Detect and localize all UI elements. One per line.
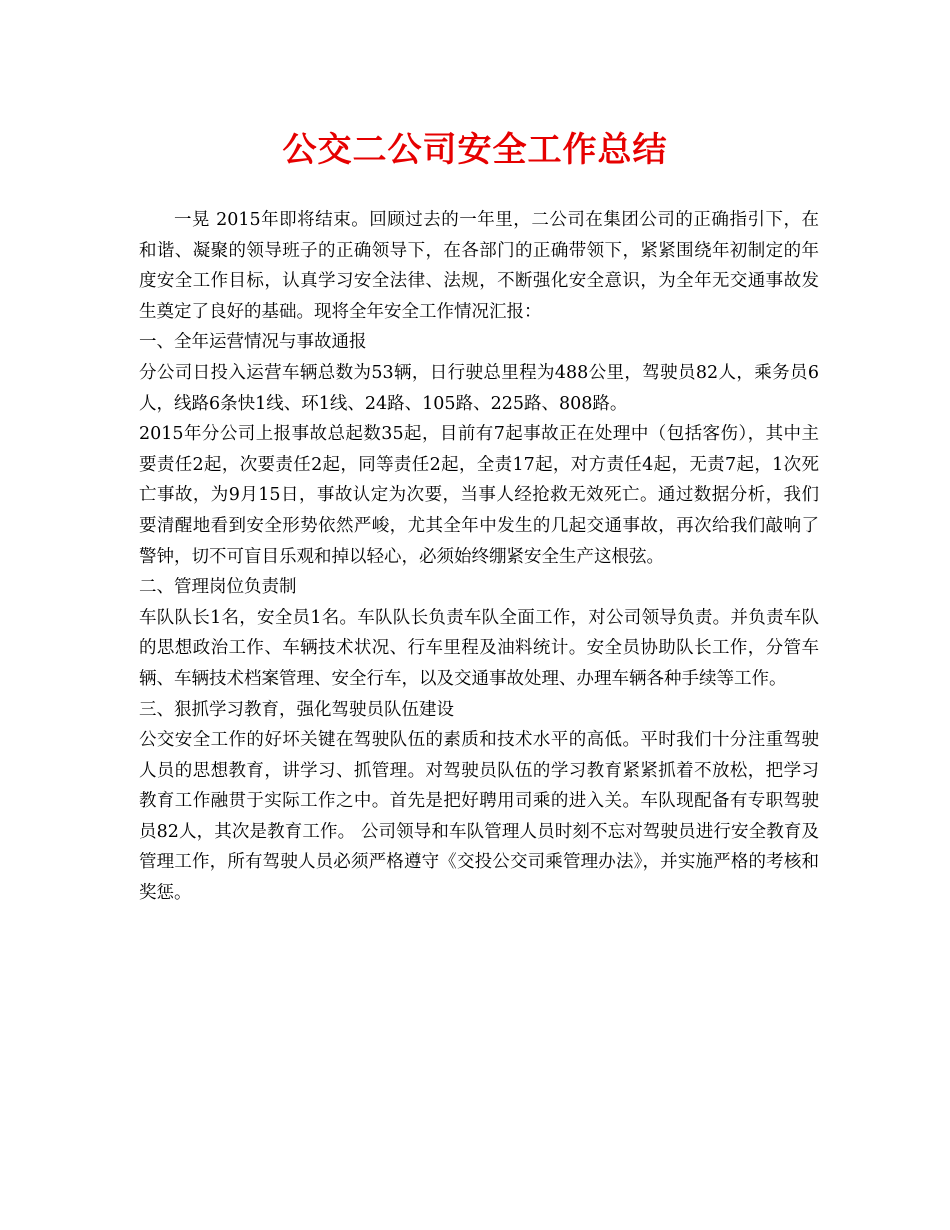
section-heading-operations: 一、全年运营情况与事故通报 [139, 332, 367, 353]
section-heading-management: 二、管理岗位负责制 [139, 577, 297, 598]
document-body [139, 205, 819, 909]
intro-paragraph: 一晃 2015年即将结束。回顾过去的一年里，二公司在集团公司的正确指引下，在和谐、凝聚的领导班子的正确领导下，在各部门的正确带领下，紧紧围绕年初制定的年度安全工作目标，认真学习安全法律、法规，不断强化安全意识，为全年无交通事故发生奠定了良好的基础。现将全年安全工作情况汇报： [139, 210, 819, 322]
section-heading-education: 三、狠抓学习教育，强化驾驶员队伍建设 [139, 699, 454, 720]
education-paragraph: 公交安全工作的好坏关键在驾驶队伍的素质和技术水平的高低。平时我们十分注重驾驶人员的思想教育，讲学习、抓管理。对驾驶员队伍的学习教育紧紧抓着不放松，把学习教育工作融贯于实际工作之中。首先是把好聘用司乘的进入关。车队现配备有专职驾驶员82人，其次是教育工作。 公司领导和车队管理人员时刻不忘对驾驶员进行安全教育及管理工作，所有驾驶人员必须严格遵守《交投公交司乘管理办法》，并实施严格的考核和奖惩。 [139, 730, 819, 904]
operations-paragraph: 分公司日投入运营车辆总数为53辆，日行驶总里程为488公里，驾驶员82人，乘务员6人，线路6条快1线、环1线、24路、105路、225路、808路。 [139, 362, 819, 414]
management-paragraph: 车队队长1名，安全员1名。车队队长负责车队全面工作，对公司领导负责。并负责车队的思想政治工作、车辆技术状况、行车里程及油料统计。安全员协助队长工作，分管车辆、车辆技术档案管理、安全行车，以及交通事故处理、办理车辆各种手续等工作。 [139, 607, 819, 689]
document-title: 公交二公司安全工作总结 [282, 130, 668, 170]
accident-paragraph: 2015年分公司上报事故总起数35起，目前有7起事故正在处理中（包括客伤），其中主要责任2起，次要责任2起，同等责任2起，全责17起，对方责任4起，无责7起，1次死亡事故，为9月15日，事故认定为次要，当事人经抢救无效死亡。通过数据分析，我们要清醒地看到安全形势依然严峻，尤其全年中发生的几起交通事故，再次给我们敲响了警钟，切不可盲目乐观和掉以轻心，必须始终绷紧安全生产这根弦。 [139, 424, 819, 567]
